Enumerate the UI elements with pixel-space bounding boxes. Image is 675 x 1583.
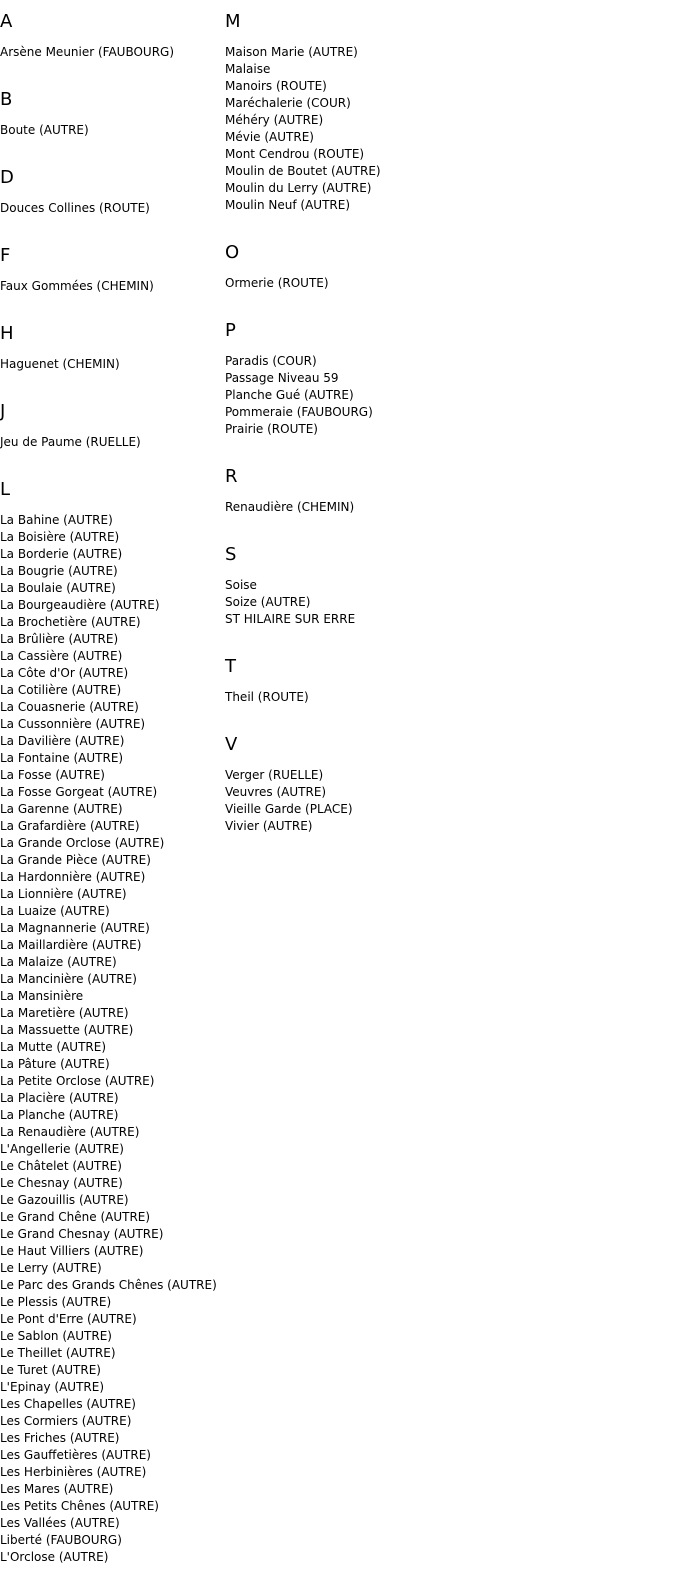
street-entry: Les Vallées (AUTRE) — [0, 1516, 120, 1530]
street-list — [225, 689, 665, 706]
street-entry: La Cussonnière (AUTRE) — [0, 717, 146, 731]
letter-section — [0, 90, 224, 156]
street-list — [0, 434, 224, 451]
street-entry: La Fosse (AUTRE) — [0, 768, 105, 782]
street-entry: La Hardonnière (AUTRE) — [0, 870, 146, 884]
section-letter-heading: A — [0, 11, 13, 32]
street-entry: La Mansinière — [0, 989, 84, 1003]
street-entry: La Brûlière (AUTRE) — [0, 632, 119, 646]
street-entry: La Boulaie (AUTRE) — [0, 581, 116, 595]
street-entry: La Fosse Gorgeat (AUTRE) — [0, 785, 158, 799]
section-spacer — [0, 1566, 224, 1583]
street-entry: La Cassière (AUTRE) — [0, 649, 123, 663]
section-letter-heading: F — [0, 245, 11, 266]
street-entry: Les Cormiers (AUTRE) — [0, 1414, 132, 1428]
street-entry: L'Epinay (AUTRE) — [0, 1380, 104, 1394]
street-entry: La Grande Orclose (AUTRE) — [0, 836, 165, 850]
street-entry: La Fontaine (AUTRE) — [0, 751, 124, 765]
street-entry: La Planche (AUTRE) — [0, 1108, 119, 1122]
section-letter-heading: M — [225, 11, 241, 32]
street-entry: Arsène Meunier (FAUBOURG) — [0, 45, 175, 59]
street-entry: La Bougrie (AUTRE) — [0, 564, 118, 578]
street-entry: Le Chesnay (AUTRE) — [0, 1176, 123, 1190]
street-list — [0, 512, 224, 1566]
section-letter-heading: L — [0, 479, 11, 500]
street-entry: Moulin Neuf (AUTRE) — [225, 198, 350, 212]
street-entry: Les Herbinières (AUTRE) — [0, 1465, 147, 1479]
section-spacer — [0, 139, 224, 156]
section-spacer — [225, 706, 665, 723]
section-spacer — [225, 835, 665, 852]
section-spacer — [225, 438, 665, 455]
street-entry: Les Chapelles (AUTRE) — [0, 1397, 136, 1411]
letter-section — [225, 12, 665, 231]
street-entry: Le Turet (AUTRE) — [0, 1363, 101, 1377]
section-spacer — [0, 373, 224, 390]
street-entry: La Lionnière (AUTRE) — [0, 887, 127, 901]
street-entry: Le Sablon (AUTRE) — [0, 1329, 112, 1343]
section-letter-heading: J — [0, 401, 6, 422]
street-list — [0, 278, 224, 295]
section-spacer — [225, 516, 665, 533]
letter-section — [225, 545, 665, 645]
street-entry: Douces Collines (ROUTE) — [0, 201, 150, 215]
street-entry: Paradis (COUR) — [225, 354, 317, 368]
street-entry: La Luaize (AUTRE) — [0, 904, 110, 918]
letter-section — [225, 467, 665, 533]
street-entry: La Couasnerie (AUTRE) — [0, 700, 139, 714]
letter-section — [0, 324, 224, 390]
section-spacer — [0, 61, 224, 78]
letter-section — [225, 657, 665, 723]
street-entry: La Malaize (AUTRE) — [0, 955, 117, 969]
section-letter-heading: T — [225, 656, 236, 677]
street-entry: Le Theillet (AUTRE) — [0, 1346, 116, 1360]
street-entry: La Bourgeaudière (AUTRE) — [0, 598, 160, 612]
street-entry: La Davilière (AUTRE) — [0, 734, 125, 748]
street-entry: La Maillardière (AUTRE) — [0, 938, 142, 952]
street-entry: Moulin du Lerry (AUTRE) — [225, 181, 372, 195]
street-entry: ST HILAIRE SUR ERRE — [225, 612, 356, 626]
street-entry: Maréchalerie (COUR) — [225, 96, 351, 110]
street-entry: La Renaudière (AUTRE) — [0, 1125, 140, 1139]
section-letter-heading: O — [225, 242, 240, 263]
section-letter-heading: D — [0, 167, 14, 188]
street-list — [225, 275, 665, 292]
section-spacer — [225, 214, 665, 231]
street-entry: Les Mares (AUTRE) — [0, 1482, 114, 1496]
section-letter-heading: B — [0, 89, 13, 110]
street-entry: Mont Cendrou (ROUTE) — [225, 147, 365, 161]
street-entry: Maison Marie (AUTRE) — [225, 45, 358, 59]
street-entry: La Grafardière (AUTRE) — [0, 819, 140, 833]
street-entry: Ormerie (ROUTE) — [225, 276, 329, 290]
letter-section — [0, 12, 224, 78]
section-spacer — [225, 292, 665, 309]
street-entry: La Pâture (AUTRE) — [0, 1057, 110, 1071]
street-entry: Soize (AUTRE) — [225, 595, 311, 609]
letter-section — [0, 402, 224, 468]
section-letter-heading: S — [225, 544, 237, 565]
street-entry: Les Petits Chênes (AUTRE) — [0, 1499, 159, 1513]
street-entry: La Grande Pièce (AUTRE) — [0, 853, 151, 867]
street-entry: Malaise — [225, 62, 271, 76]
street-entry: La Boisière (AUTRE) — [0, 530, 120, 544]
street-entry: La Massuette (AUTRE) — [0, 1023, 134, 1037]
letter-section — [0, 246, 224, 312]
street-entry: Le Haut Villiers (AUTRE) — [0, 1244, 144, 1258]
street-entry: Moulin de Boutet (AUTRE) — [225, 164, 381, 178]
street-entry: Boute (AUTRE) — [0, 123, 89, 137]
street-entry: Le Parc des Grands Chênes (AUTRE) — [0, 1278, 217, 1292]
street-entry: Veuvres (AUTRE) — [225, 785, 327, 799]
section-letter-heading: H — [0, 323, 14, 344]
street-entry: La Cotilière (AUTRE) — [0, 683, 122, 697]
letter-section — [225, 243, 665, 309]
street-entry: La Magnannerie (AUTRE) — [0, 921, 150, 935]
street-entry: Vieille Garde (PLACE) — [225, 802, 353, 816]
street-entry: Faux Gommées (CHEMIN) — [0, 279, 154, 293]
street-entry: Le Lerry (AUTRE) — [0, 1261, 102, 1275]
street-entry: Renaudière (CHEMIN) — [225, 500, 355, 514]
street-entry: Verger (RUELLE) — [225, 768, 324, 782]
section-spacer — [0, 295, 224, 312]
letter-section — [0, 480, 224, 1583]
street-entry: Le Plessis (AUTRE) — [0, 1295, 112, 1309]
street-entry: Soise — [225, 578, 257, 592]
street-entry: Theil (ROUTE) — [225, 690, 309, 704]
street-entry: Liberté (FAUBOURG) — [0, 1533, 122, 1547]
street-entry: La Maretière (AUTRE) — [0, 1006, 129, 1020]
street-entry: Mévie (AUTRE) — [225, 130, 314, 144]
street-entry: Le Grand Chesnay (AUTRE) — [0, 1227, 164, 1241]
letter-section — [225, 321, 665, 455]
street-entry: Les Gauffetières (AUTRE) — [0, 1448, 151, 1462]
street-entry: La Garenne (AUTRE) — [0, 802, 123, 816]
street-entry: Le Grand Chêne (AUTRE) — [0, 1210, 151, 1224]
street-entry: La Petite Orclose (AUTRE) — [0, 1074, 155, 1088]
section-letter-heading: V — [225, 734, 238, 755]
street-entry: Vivier (AUTRE) — [225, 819, 313, 833]
street-list — [0, 122, 224, 139]
street-entry: Le Châtelet (AUTRE) — [0, 1159, 122, 1173]
street-list — [225, 44, 665, 214]
street-entry: La Mutte (AUTRE) — [0, 1040, 107, 1054]
right-column — [225, 0, 665, 852]
street-entry: Prairie (ROUTE) — [225, 422, 318, 436]
street-list — [225, 353, 665, 438]
street-entry: La Brochetière (AUTRE) — [0, 615, 141, 629]
section-spacer — [0, 451, 224, 468]
street-entry: L'Angellerie (AUTRE) — [0, 1142, 124, 1156]
street-entry: Méhéry (AUTRE) — [225, 113, 324, 127]
street-entry: La Borderie (AUTRE) — [0, 547, 123, 561]
section-letter-heading: R — [225, 466, 238, 487]
street-list — [0, 200, 224, 217]
street-list — [225, 499, 665, 516]
street-entry: Planche Gué (AUTRE) — [225, 388, 354, 402]
street-entry: Manoirs (ROUTE) — [225, 79, 327, 93]
street-list — [0, 44, 224, 61]
street-entry: Pommeraie (FAUBOURG) — [225, 405, 373, 419]
letter-section — [225, 735, 665, 852]
section-letter-heading: P — [225, 320, 236, 341]
left-column — [0, 0, 224, 1583]
street-entry: Jeu de Paume (RUELLE) — [0, 435, 141, 449]
street-entry: Les Friches (AUTRE) — [0, 1431, 120, 1445]
street-entry: Le Pont d'Erre (AUTRE) — [0, 1312, 137, 1326]
section-spacer — [0, 217, 224, 234]
street-list — [225, 577, 665, 628]
street-entry: La Bahine (AUTRE) — [0, 513, 113, 527]
street-entry: La Placière (AUTRE) — [0, 1091, 119, 1105]
street-entry: La Côte d'Or (AUTRE) — [0, 666, 129, 680]
street-entry: Le Gazouillis (AUTRE) — [0, 1193, 129, 1207]
street-list — [225, 767, 665, 835]
street-entry: La Mancinière (AUTRE) — [0, 972, 137, 986]
street-list — [0, 356, 224, 373]
section-spacer — [225, 628, 665, 645]
street-entry: Haguenet (CHEMIN) — [0, 357, 120, 371]
street-entry: Passage Niveau 59 — [225, 371, 339, 385]
street-entry: L'Orclose (AUTRE) — [0, 1550, 109, 1564]
letter-section — [0, 168, 224, 234]
